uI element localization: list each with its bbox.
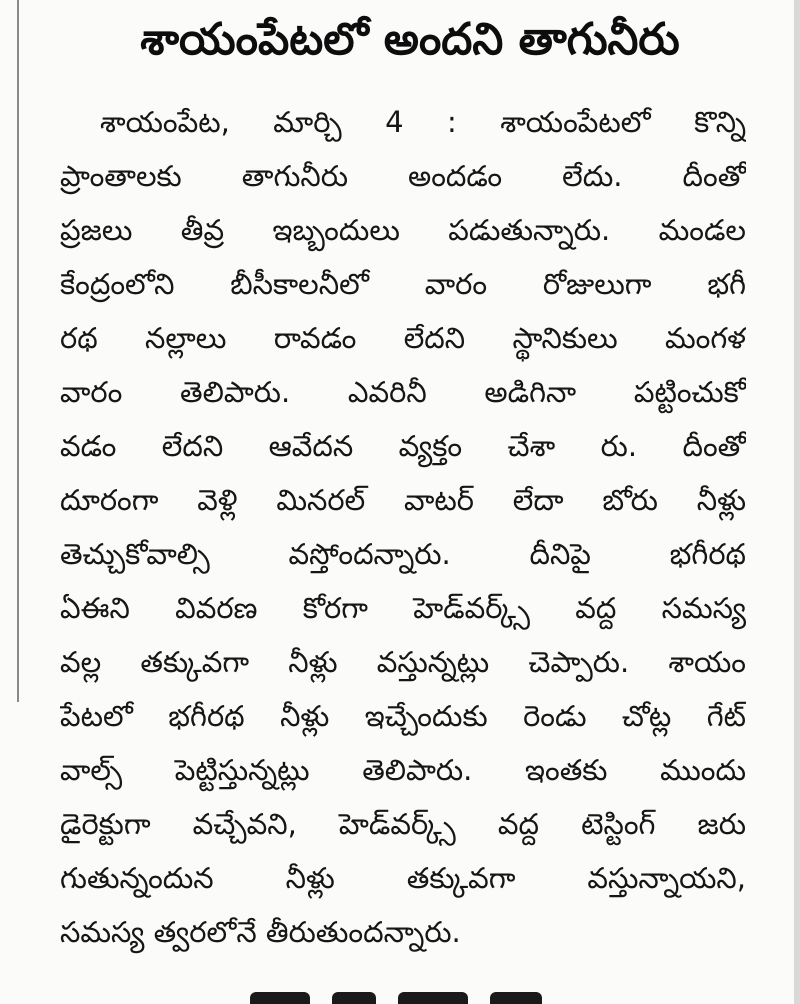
body-line: డైరెక్టుగా వచ్చేవని, హెడ్‌వర్క్స్ వద్ద టెస్టింగ్ జరు (60, 807, 746, 841)
body-line: వాల్స్ పెట్టిస్తున్నట్లు తెలిపారు. ఇంతకు ముందు (60, 753, 746, 787)
body-line: శాయంపేట, మార్చి 4 : శాయంపేటలో కొన్ని (100, 105, 746, 139)
body-line: కేంద్రంలోని బీసీకాలనీలో వారం రోజులుగా భగీ (60, 267, 746, 301)
body-line: ప్రజలు తీవ్ర ఇబ్బందులు పడుతున్నారు. మండల (60, 213, 746, 247)
column-divider (17, 0, 19, 702)
body-line: పేటలో భగీరథ నీళ్లు ఇచ్చేందుకు రెండు చోట్ల గేట్ (60, 699, 746, 733)
headline: శాయంపేటలో అందని తాగునీరు (140, 14, 680, 65)
article-body (60, 95, 746, 959)
body-line: వారం తెలిపారు. ఎవరినీ అడిగినా పట్టించుకో (60, 375, 746, 409)
next-article-headline-fragment (250, 986, 550, 1004)
body-line: ఏఈని వివరణ కోరగా హెడ్‌వర్క్స్ వద్ద సమస్య (60, 591, 746, 625)
body-line: తెచ్చుకోవాల్సి వస్తోందన్నారు. దీనిపై భగీరథ (60, 537, 746, 571)
body-line: వడం లేదని ఆవేదన వ్యక్తం చేశా రు. దీంతో (60, 429, 746, 463)
body-line: దూరంగా వెళ్లి మినరల్ వాటర్ లేదా బోరు నీళ్లు (60, 483, 746, 517)
body-line: రథ నల్లాలు రావడం లేదని స్థానికులు మంగళ (60, 321, 746, 355)
body-line: వల్ల తక్కువగా నీళ్లు వస్తున్నట్లు చెప్పారు. శాయం (60, 645, 746, 679)
page-edge (794, 0, 800, 1004)
body-line: సమస్య త్వరలోనే తీరుతుందన్నారు. (60, 915, 461, 949)
body-line: ప్రాంతాలకు తాగునీరు అందడం లేదు. దీంతో (60, 159, 746, 193)
body-line: గుతున్నందున నీళ్లు తక్కువగా వస్తున్నాయని, (60, 861, 746, 895)
